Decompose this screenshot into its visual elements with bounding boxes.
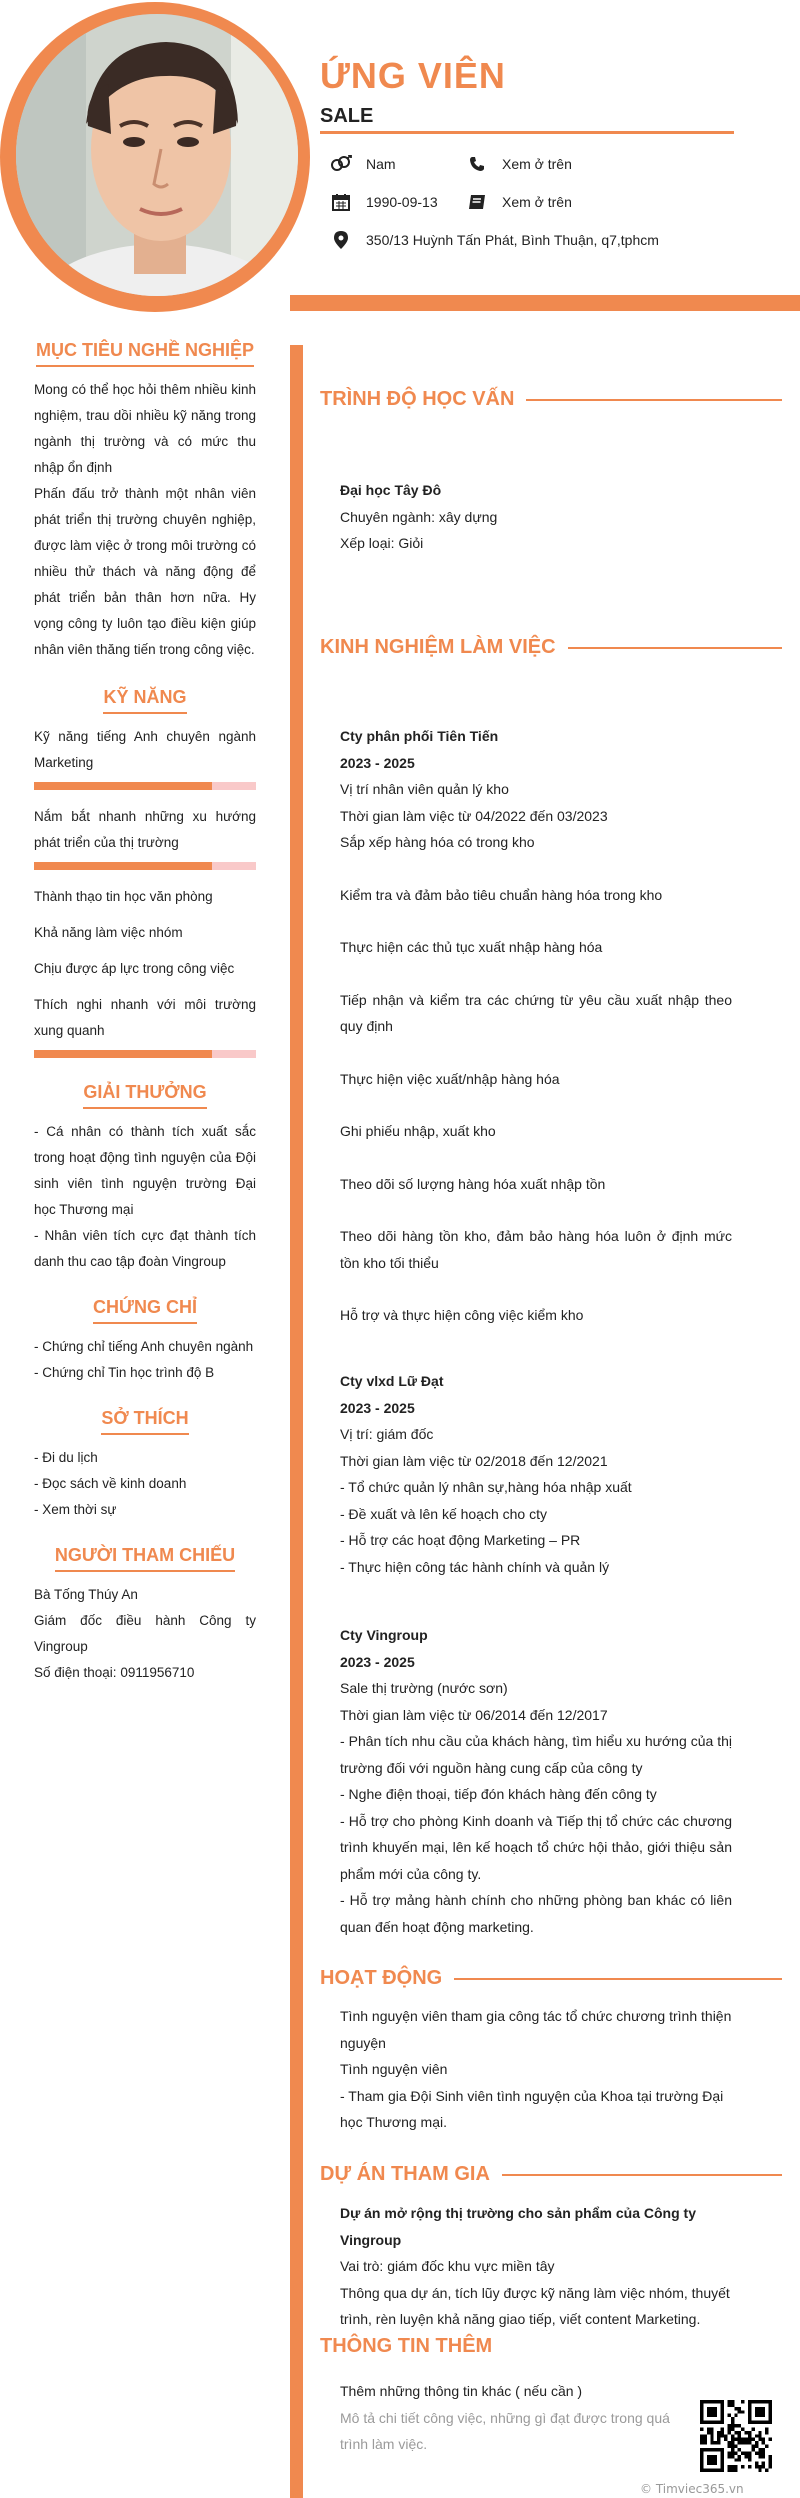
project-role: Vai trò: giám đốc khu vực miền tây — [340, 2258, 555, 2274]
job-line: Thời gian làm việc từ 02/2018 đến 12/2021 — [340, 1452, 608, 1469]
hobbies-title: SỞ THÍCH — [101, 1408, 188, 1435]
skill-name: Kỹ năng tiếng Anh chuyên ngành Marketing — [34, 729, 256, 770]
skill-name: Thích nghi nhanh với môi trường xung quanh — [34, 997, 256, 1038]
job-line: Sale thị trường (nước sơn) — [340, 1680, 508, 1696]
job-line: Vị trí nhân viên quản lý kho — [340, 781, 509, 797]
job-line: - Hỗ trợ cho phòng Kinh doanh và Tiếp thị tổ chức các chương trình khuyến mại, lên kế hoạch tổ chức hội thảo, giới thiệu sản phẩm mới của công ty. — [340, 1812, 732, 1882]
job-line: Kiểm tra và đảm bảo tiêu chuẩn hàng hóa trong kho — [340, 886, 663, 903]
project-desc: Thông qua dự án, tích lũy được kỹ năng làm việc nhóm, thuyết trình, rèn luyện khả năng giao tiếp, viết content Marketing. — [340, 2284, 730, 2327]
activities-header — [320, 1967, 782, 1990]
job-line: - Nghe điện thoại, tiếp đón khách hàng đến công ty — [340, 1786, 657, 1802]
skill-item — [34, 956, 256, 982]
job-line: Thực hiện việc xuất/nhập hàng hóa — [340, 1070, 560, 1087]
address-row — [330, 229, 659, 251]
job-line: - Hỗ trợ mảng hành chính cho những phòng ban khác có liên quan đến hoạt động marketing. — [340, 1892, 732, 1935]
skill-name: Khả năng làm việc nhóm — [34, 925, 183, 940]
skill-name: Chịu được áp lực trong công việc — [34, 961, 235, 976]
skill-fill — [34, 1050, 212, 1058]
gender-value: Nam — [366, 156, 396, 172]
phone-row — [466, 153, 572, 175]
calendar-icon — [330, 191, 352, 213]
job-line-spacer — [340, 856, 732, 882]
more-info-title: THÔNG TIN THÊM — [320, 2335, 493, 2357]
job-line: Thực hiện các thủ tục xuất nhập hàng hóa — [340, 939, 603, 955]
email-value: Xem ở trên — [502, 194, 572, 210]
job-line: - Tổ chức quản lý nhân sự,hàng hóa nhập xuất — [340, 1479, 632, 1495]
job-line-spacer — [340, 1276, 732, 1302]
job-line: Thời gian làm việc từ 06/2014 đến 12/2017 — [340, 1706, 608, 1723]
experience-title: KINH NGHIỆM LÀM VIỆC — [320, 636, 556, 658]
job-company: Cty phân phối Tiên Tiến — [340, 728, 499, 744]
objective-text: Mong có thể học hỏi thêm nhiều kinh nghiệm, trau dồi nhiều kỹ năng trong ngành thị trường và có mức thu nhập ổn định Phấn đấu trở thành một nhân viên phát triển thị trường chuyên nghiệp, được làm việc ở trong môi trường có nhiều thử thách và năng động để phát triển bản thân hơn nữa. Hy vọng công ty luôn tạo điều kiện giúp nhân viên thăng tiến trong công việc. — [34, 382, 256, 657]
job-line: - Phân tích nhu cầu của khách hàng, tìm hiểu xu hướng của thị trường đối với nguồn hàng cung cấp của công ty — [340, 1733, 732, 1776]
location-pin-icon — [330, 229, 352, 251]
education-title: TRÌNH ĐỘ HỌC VẤN — [320, 388, 515, 410]
projects-title: DỰ ÁN THAM GIA — [320, 2163, 490, 2185]
skill-item — [34, 804, 256, 870]
job-period: 2023 - 2025 — [340, 1653, 415, 1670]
job-line-spacer — [340, 1092, 732, 1118]
more-info-block — [340, 2378, 700, 2458]
activity-line: Tình nguyện viên tham gia công tác tổ chức chương trình thiện nguyện — [340, 2008, 732, 2051]
education-school: Đại học Tây Đô — [340, 482, 442, 498]
job-line: - Thực hiện công tác hành chính và quản lý — [340, 1558, 610, 1575]
job-line-spacer — [340, 908, 732, 934]
certificates-text: - Chứng chỉ tiếng Anh chuyên ngành - Chứng chỉ Tin học trình độ B — [34, 1339, 254, 1380]
more-info-header — [320, 2335, 782, 2358]
job-lines — [340, 1421, 732, 1580]
job-line: - Hỗ trợ các hoạt động Marketing – PR — [340, 1532, 581, 1548]
email-row — [466, 191, 572, 213]
left-column — [34, 340, 256, 1686]
experience-header — [320, 636, 782, 659]
job-line-spacer — [340, 1040, 732, 1066]
awards-text: - Cá nhân có thành tích xuất sắc trong hoạt động tình nguyện của Đội sinh viên tình nguyện trường Đại học Thương mại - Nhân viên tích cực đạt thành tích danh thu cao tập đoàn Vingroup — [34, 1124, 256, 1269]
more-info-text: Thêm những thông tin khác ( nếu cần ) — [340, 2383, 583, 2399]
qr-code-graphic — [700, 2400, 772, 2472]
job-block — [340, 1368, 732, 1580]
job-period: 2023 - 2025 — [340, 754, 415, 771]
header-accent-bar — [290, 295, 800, 311]
education-block — [340, 477, 732, 557]
job-line-spacer — [340, 961, 732, 987]
avatar-photo — [16, 14, 298, 296]
education-rule — [526, 399, 782, 401]
skill-bar — [34, 782, 256, 790]
job-period: 2023 - 2025 — [340, 1399, 415, 1416]
job-line: Ghi phiếu nhập, xuất kho — [340, 1123, 496, 1139]
job-company: Cty Vingroup — [340, 1627, 428, 1643]
activities-rule — [454, 1978, 782, 1980]
job-lines — [340, 776, 732, 1329]
job-line: - Đề xuất và lên kế hoạch cho cty — [340, 1505, 547, 1522]
job-lines — [340, 1675, 732, 1940]
skill-item — [34, 992, 256, 1058]
job-line: Hỗ trợ và thực hiện công việc kiểm kho — [340, 1307, 584, 1323]
skill-bar — [34, 1050, 256, 1058]
phone-value: Xem ở trên — [502, 156, 572, 172]
references-title: NGƯỜI THAM CHIẾU — [55, 1545, 235, 1572]
projects-rule — [502, 2174, 782, 2176]
skill-name: Thành thạo tin học văn phòng — [34, 889, 213, 904]
candidate-name: ỨNG VIÊN — [320, 55, 506, 96]
candidate-position: SALE — [320, 105, 374, 127]
activity-line: Tình nguyện viên — [340, 2061, 448, 2077]
job-block — [340, 723, 732, 1329]
skills-list — [34, 724, 256, 1058]
job-line: Theo dõi hàng tồn kho, đảm bảo hàng hóa luôn ở định mức tồn kho tối thiểu — [340, 1228, 732, 1271]
job-line-spacer — [340, 1197, 732, 1223]
skill-item — [34, 884, 256, 910]
hobbies-text: - Đi du lịch - Đọc sách về kinh doanh - Xem thời sự — [34, 1450, 187, 1517]
project-name: Dự án mở rộng thị trường cho sản phẩm của Công ty Vingroup — [340, 2205, 696, 2248]
activities-block — [340, 2003, 732, 2136]
job-line: Tiếp nhận và kiểm tra các chứng từ yêu cầu xuất nhập theo quy định — [340, 991, 732, 1034]
projects-header — [320, 2163, 782, 2186]
phone-icon — [466, 153, 488, 175]
references-text: Bà Tống Thúy An Giám đốc điều hành Công ty Vingroup Số điện thoại: 0911956710 — [34, 1587, 256, 1680]
awards-title: GIẢI THƯỞNG — [83, 1082, 206, 1109]
skill-bar — [34, 862, 256, 870]
job-line: Thời gian làm việc từ 04/2022 đến 03/2023 — [340, 807, 608, 824]
certificates-title: CHỨNG CHỈ — [93, 1297, 197, 1324]
qr-code[interactable] — [700, 2400, 772, 2472]
skill-fill — [34, 862, 212, 870]
birthday-row — [330, 191, 438, 213]
name-underline — [320, 131, 734, 134]
activity-line: - Tham gia Đội Sinh viên tình nguyện của Khoa tại trường Đại học Thương mại. — [340, 2087, 724, 2130]
skill-item — [34, 920, 256, 946]
objective-title: MỤC TIÊU NGHỀ NGHIỆP — [36, 340, 254, 367]
gender-icon — [330, 153, 352, 175]
job-line: Theo dõi số lượng hàng hóa xuất nhập tồn — [340, 1175, 606, 1192]
cv-header — [0, 0, 800, 320]
job-line: Vị trí: giám đốc — [340, 1426, 434, 1442]
gender-row — [330, 153, 396, 175]
skill-item — [34, 724, 256, 790]
job-line-spacer — [340, 1145, 732, 1171]
watermark: © Timviec365.vn — [640, 2482, 744, 2496]
skills-title: KỸ NĂNG — [103, 687, 186, 714]
address-value: 350/13 Huỳnh Tấn Phát, Bình Thuận, q7,tphcm — [366, 232, 659, 248]
education-header — [320, 388, 782, 411]
column-divider — [290, 345, 303, 2498]
projects-block — [340, 2200, 732, 2333]
birthday-value: 1990-09-13 — [366, 194, 438, 210]
job-line: Sắp xếp hàng hóa có trong kho — [340, 834, 535, 850]
job-company: Cty vlxd Lữ Đạt — [340, 1373, 444, 1389]
education-major: Chuyên ngành: xây dựng — [340, 508, 498, 525]
job-block — [340, 1622, 732, 1940]
experience-rule — [568, 647, 782, 649]
activities-title: HOẠT ĐỘNG — [320, 1967, 443, 1989]
skill-fill — [34, 782, 212, 790]
more-info-hint: Mô tả chi tiết công việc, những gì đạt được trong quá trình làm việc. — [340, 2409, 670, 2452]
avatar — [16, 14, 298, 296]
more-info-rule — [504, 2346, 782, 2348]
email-icon — [466, 191, 488, 213]
education-grade: Xếp loại: Giỏi — [340, 535, 424, 551]
skill-name: Nắm bắt nhanh những xu hướng phát triển của thị trường — [34, 809, 256, 850]
